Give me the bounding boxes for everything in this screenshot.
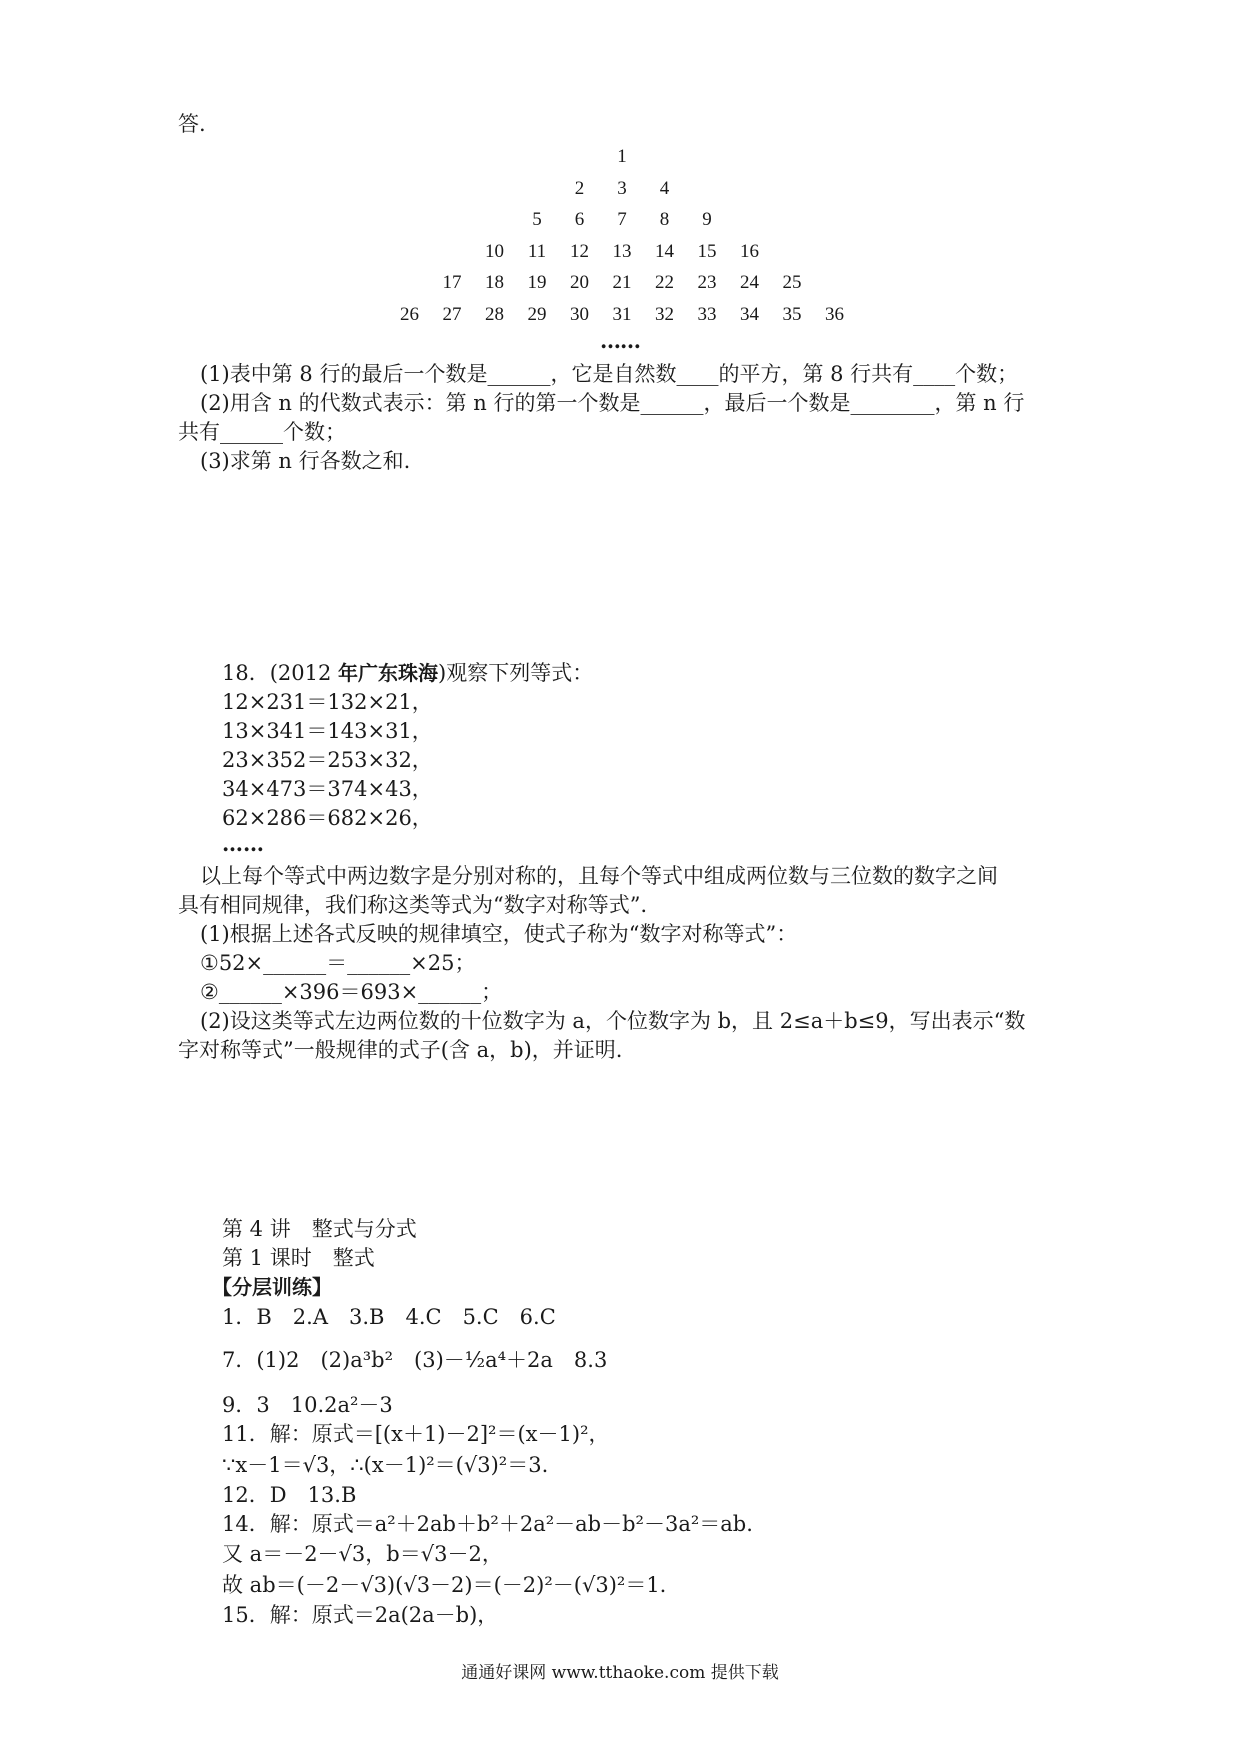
triangle-number: 28 [485, 303, 504, 325]
triangle-number: 14 [655, 240, 674, 262]
triangle-number: 10 [485, 240, 504, 262]
triangle-number: 30 [570, 303, 589, 325]
triangle-number: 3 [617, 177, 627, 199]
q18-equation-5: 62×286＝682×26， [222, 806, 433, 830]
q17-part2-line2: 共有______个数； [178, 420, 346, 444]
triangle-number: 20 [570, 272, 589, 293]
triangle-number: 33 [697, 303, 717, 325]
answer-line: ∵x－1＝√3，∴(x－1)²＝(√3)²＝3. [222, 1453, 549, 1477]
triangle-number: 5 [532, 209, 542, 230]
triangle-number: 13 [612, 240, 632, 262]
q18-fill-1: ①52×______＝______×25； [200, 951, 476, 975]
triangle-number: 12 [570, 240, 589, 262]
triangle-ellipsis: …… [600, 328, 640, 353]
answer-line: 12．D 13.B [222, 1483, 357, 1507]
page-footer: 通通好课网 www.tthaoke.com 提供下载 [461, 1663, 779, 1683]
triangle-number: 31 [612, 303, 632, 325]
triangle-number: 32 [655, 303, 674, 325]
triangle-number: 26 [400, 303, 419, 325]
triangle-number: 34 [740, 303, 759, 325]
q18-title-prefix: 18．(2012 [222, 661, 339, 685]
triangle-number: 35 [782, 303, 802, 325]
triangle-number: 25 [782, 272, 802, 293]
answer-line: 1．B 2.A 3.B 4.C 5.C 6.C [222, 1305, 556, 1329]
triangle-number: 16 [740, 240, 759, 262]
q18-equation-3: 23×352＝253×32， [222, 748, 433, 772]
q18-equation-4: 34×473＝374×43， [222, 777, 433, 801]
answer-line: 又 a＝－2－√3，b＝√3－2， [222, 1542, 503, 1566]
q18-title-source: 年广东珠海 [338, 661, 439, 685]
triangle-number: 22 [655, 272, 674, 293]
top-fragment: 答. [178, 112, 206, 136]
answer-line: 15．解：原式＝2a(2a－b)， [222, 1603, 499, 1627]
q18-title [222, 659, 593, 687]
answer-line: 14．解：原式＝a²＋2ab＋b²＋2a²－ab－b²－3a²＝ab. [222, 1512, 753, 1536]
triangle-number: 23 [697, 272, 717, 293]
triangle-number: 18 [485, 272, 504, 293]
lesson-title: 第 1 课时 整式 [222, 1246, 375, 1270]
q18-fill-2: ②______×396＝693×______； [200, 980, 503, 1004]
answer-line: 7．(1)2 (2)a³b² (3)－½a⁴＋2a 8.3 [222, 1348, 608, 1372]
lecture-title: 第 4 讲 整式与分式 [222, 1217, 417, 1241]
triangle-number: 29 [527, 303, 547, 325]
answer-line: 9．3 10.2a²－3 [222, 1393, 393, 1417]
q18-part1: (1)根据上述各式反映的规律填空，使式子称为“数字对称等式”： [200, 922, 798, 946]
triangle-number: 19 [527, 272, 547, 293]
triangle-number: 7 [617, 209, 627, 230]
section-heading: 【分层训练】 [212, 1275, 332, 1299]
q18-title-suffix: )观察下列等式： [438, 661, 594, 685]
q18-desc-line2: 具有相同规律，我们称这类等式为“数字对称等式”． [178, 893, 662, 917]
q18-ellipsis: …… [222, 831, 264, 856]
answer-line: 故 ab＝(－2－√3)(√3－2)＝(－2)²－(√3)²＝1. [222, 1573, 667, 1597]
triangle-number: 2 [574, 177, 585, 199]
q18-part2-line2: 字对称等式”一般规律的式子(含 a，b)，并证明. [178, 1038, 623, 1062]
triangle-row [0, 209, 1240, 237]
triangle-row [0, 146, 1240, 174]
triangle-number: 9 [702, 209, 712, 230]
triangle-number: 1 [617, 146, 627, 167]
q18-equation-2: 13×341＝143×31， [222, 719, 433, 743]
triangle-row [0, 178, 1240, 206]
q17-part1: (1)表中第 8 行的最后一个数是______，它是自然数____的平方，第 8 行共有____个数； [200, 362, 1019, 386]
triangle-number: 17 [442, 272, 462, 293]
q18-equation-1: 12×231＝132×21， [222, 690, 433, 714]
triangle-number: 8 [659, 209, 670, 230]
triangle-row [0, 241, 1240, 269]
q18-part2-line1: (2)设这类等式左边两位数的十位数字为 a，个位数字为 b，且 2≤a＋b≤9，写出表示“数 [200, 1009, 1026, 1033]
triangle-row [0, 272, 1240, 300]
triangle-number: 15 [697, 240, 717, 262]
triangle-number: 21 [612, 272, 632, 293]
q18-desc-line1: 以上每个等式中两边数字是分别对称的，且每个等式中组成两位数与三位数的数字之间 [200, 864, 998, 888]
triangle-number: 24 [740, 272, 759, 293]
q17-part3: (3)求第 n 行各数之和. [200, 449, 411, 473]
triangle-number: 36 [825, 303, 844, 325]
q17-part2-line1: (2)用含 n 的代数式表示：第 n 行的第一个数是______，最后一个数是________，第 n 行 [200, 391, 1025, 415]
answer-line: 11．解：原式＝[(x＋1)－2]²＝(x－1)²， [222, 1422, 610, 1446]
triangle-number: 4 [659, 177, 670, 199]
triangle-number: 11 [527, 240, 547, 262]
triangle-number: 27 [442, 303, 462, 325]
triangle-number: 6 [574, 209, 585, 230]
